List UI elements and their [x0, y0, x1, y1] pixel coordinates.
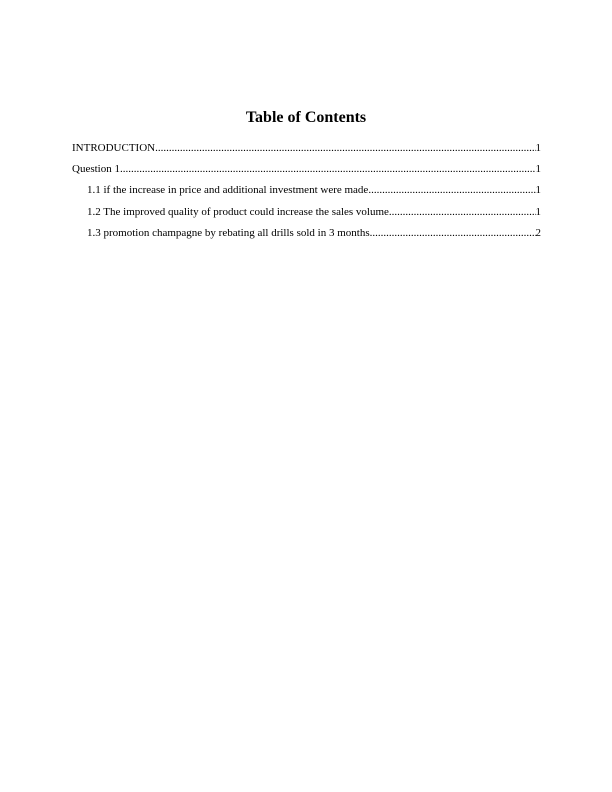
- toc-title: Table of Contents: [245, 109, 367, 126]
- toc-page-number: 1: [535, 163, 541, 176]
- toc-page-number: 1: [535, 205, 541, 218]
- toc-page-number: 1: [535, 142, 541, 154]
- dot-leader: [368, 183, 535, 197]
- toc-entry-label: Question 1: [72, 163, 120, 176]
- dot-leader: [389, 205, 536, 219]
- toc-entry-1-2[interactable]: [72, 205, 541, 226]
- dot-leader: [120, 162, 536, 176]
- toc-entry-question-1[interactable]: [72, 162, 541, 183]
- dot-leader: [370, 226, 536, 240]
- toc-entry-label: 1.2 The improved quality of product could increase the sales volume: [87, 205, 389, 218]
- toc-list: [72, 141, 541, 247]
- dot-leader: [155, 141, 535, 155]
- toc-entry-label: INTRODUCTION: [72, 142, 156, 154]
- toc-entry-label: 1.1 if the increase in price and additional investment were made: [87, 184, 369, 197]
- toc-entry-1-1[interactable]: [72, 183, 541, 204]
- toc-entry-introduction[interactable]: [72, 141, 541, 162]
- toc-page-number: 2: [535, 226, 541, 239]
- toc-entry-label: 1.3 promotion champagne by rebating all drills sold in 3 months: [87, 226, 370, 239]
- toc-page-number: 1: [535, 184, 541, 197]
- toc-entry-1-3[interactable]: [72, 226, 541, 247]
